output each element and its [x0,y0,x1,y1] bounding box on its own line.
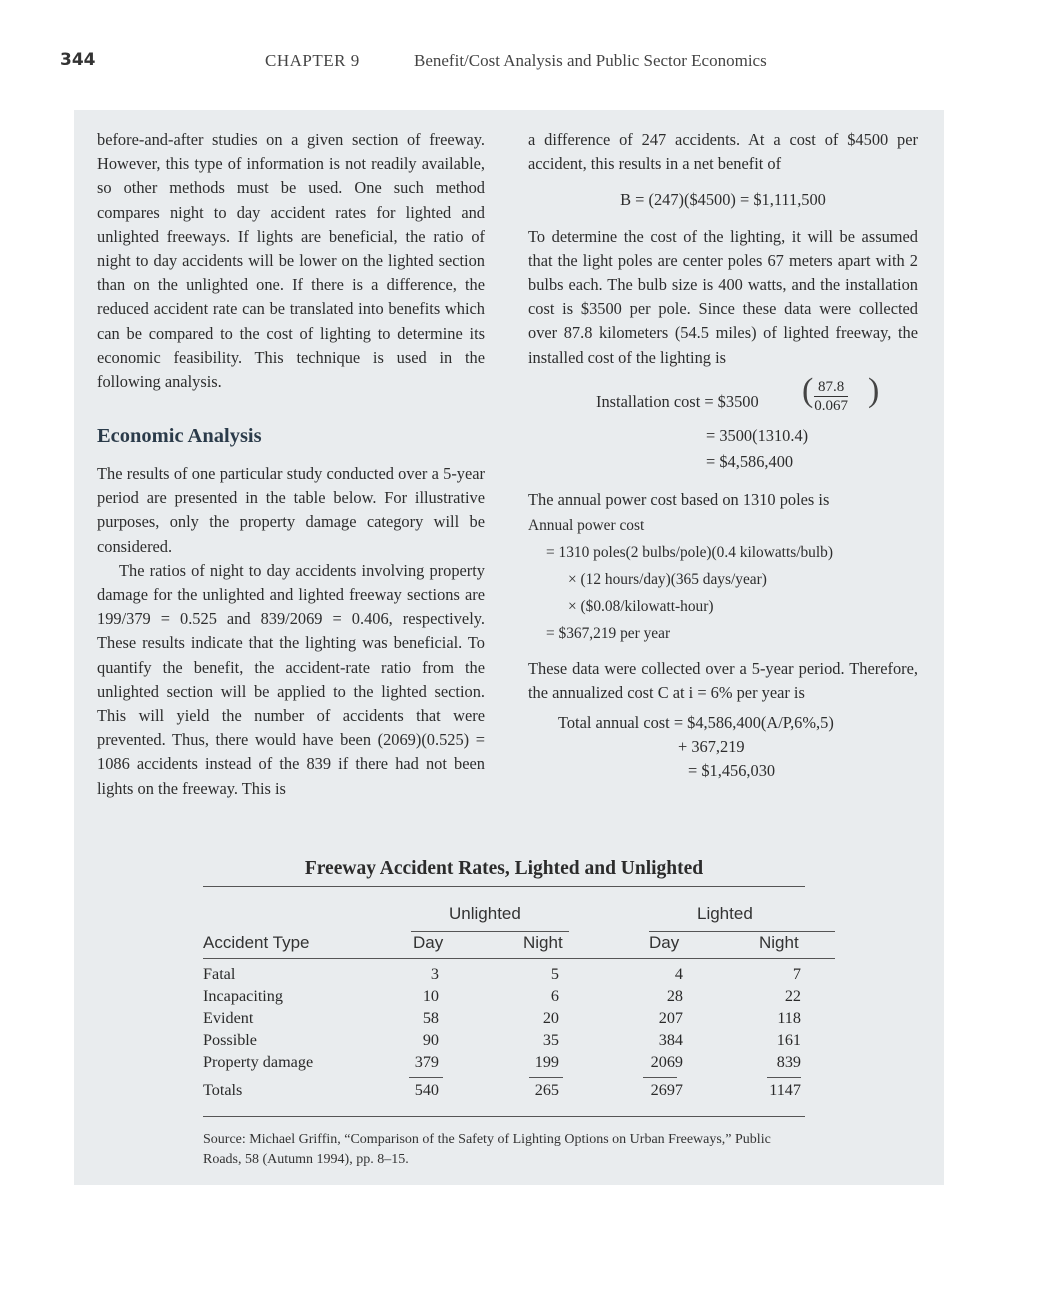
cell-unlighted-night: 35 [542,1031,559,1049]
page-number: 344 [60,50,96,70]
right-column [528,128,918,783]
cell-lighted-night: 839 [776,1053,801,1071]
power-label: Annual power cost [528,517,645,535]
total-rule-lighted-night [767,1077,801,1078]
cell-unlighted-day: 90 [422,1031,439,1049]
row-type: Evident [203,1009,254,1027]
cell-lighted-day: 384 [658,1031,683,1049]
cell-lighted-day: 2069 [650,1053,683,1071]
right-paragraph-4: These data were collected over a 5-year period. Therefore, the annualized cost C at i = 6% per year is [528,659,918,703]
total-rule-lighted-day [643,1077,677,1078]
install-line-3: = $4,586,400 [706,451,794,471]
right-paren: ) [868,371,880,409]
table-row [203,987,805,1009]
install-line-2: = 3500(1310.4) [706,425,809,445]
right-paragraph-1: a difference of 247 accidents. At a cost of $4500 per accident, this results in a net benefit of [528,130,918,174]
table-row [203,1031,805,1053]
row-type: Fatal [203,965,236,983]
table-bottom-rule [203,1116,805,1117]
table-row [203,1009,805,1031]
total-line-2: + 367,219 [678,737,745,757]
left-paragraph-1: before-and-after studies on a given section of freeway. However, this type of information is not readily available, so other methods must be used. One such method compares night to day accident rates for lighted and unlighted freeways. If lights are beneficial, the ratio of night to day accidents will be lower on the lighted section than on the unlighted one. If there is a difference, the reduced accident rate can be translated into benefits which can be compared to the cost of lighting to determine its economic feasibility. This technique is used in the following analysis. [97,130,485,392]
section-heading: Economic Analysis [97,425,262,447]
table-row [203,965,805,987]
running-title: Benefit/Cost Analysis and Public Sector Economics [414,51,767,70]
left-paragraph-3: The ratios of night to day accidents involving property damage for the unlighted and lighted freeway sections are 199/379 = 0.525 and 839/2069 = 0.406, respectively. These results indicate that the lighting was beneficial. To quantify the benefit, the accident-rate ratio from the unlighted section will be applied to the lighted section. This will yield the number of accidents that were prevented. Thus, there would have been (2069)(0.525) = 1086 accidents instead of the 839 if there had not been lights on the freeway. This is [97,560,485,798]
total-line-1: Total annual cost = $4,586,400(A/P,6%,5) [558,713,834,733]
install-label: Installation cost = $3500 [596,391,759,411]
row-type: Incapaciting [203,987,283,1005]
table-source: Source: Michael Griffin, “Comparison of the Safety of Lighting Options on Urban Freeways,” Public Roads, 58 (Autumn 1994), pp. 8–15. [203,1132,771,1167]
group-lighted: Lighted [697,904,753,923]
right-paragraph-3: The annual power cost based on 1310 poles is [528,489,830,509]
left-column-lower [97,462,485,801]
accident-table [203,858,805,1099]
table-row-totals [203,1081,805,1103]
cell-unlighted-day: 379 [414,1053,439,1071]
cell-lighted-day: 207 [658,1009,683,1027]
cell-unlighted-day: 3 [430,965,439,983]
cell-unlighted-night: 6 [550,987,559,1005]
cell-unlighted-night: 5 [550,965,559,983]
install-numerator: 87.8 [814,378,848,397]
total-rule-unlighted-night [529,1077,563,1078]
install-fraction [814,378,848,415]
left-paren: ( [802,371,814,409]
lighted-rule [649,931,835,932]
cell-unlighted-night: 265 [534,1081,559,1099]
total-rule-unlighted-day [409,1077,443,1078]
cell-lighted-day: 4 [674,965,683,983]
power-line-2: × (12 hours/day)(365 days/year) [568,571,767,589]
col-unlighted-night: Night [523,933,563,952]
benefit-equation: B = (247)($4500) = $1,111,500 [620,190,826,210]
power-cost-equation [528,512,918,647]
row-type: Possible [203,1031,257,1049]
row-type: Totals [203,1081,243,1099]
install-denominator: 0.067 [814,397,848,414]
cell-lighted-day: 28 [666,987,683,1005]
cell-lighted-day: 2697 [650,1081,683,1099]
installation-cost-equation [528,370,918,488]
page-header [0,50,1042,80]
left-column [97,128,485,394]
row-type: Property damage [203,1053,314,1071]
cell-lighted-night: 22 [784,987,801,1005]
group-unlighted: Unlighted [449,904,521,923]
total-line-3: = $1,456,030 [688,761,776,781]
left-paragraph-2: The results of one particular study conducted over a 5-year period are presented in the table below. For illustrative purposes, only the property damage category will be considered. [97,464,485,556]
col-unlighted-day: Day [413,933,444,952]
right-paragraph-2: To determine the cost of the lighting, it will be assumed that the light poles are center poles 67 meters apart with 2 bulbs each. The bulb size is 400 watts, and the installation cost is $3500 per pole. Since these data were collected over 87.8 kilometers (54.5 miles) of lighted freeway, the installed cost of the lighting is [528,226,918,367]
chapter-label: CHAPTER 9 [265,51,360,70]
power-line-1: = 1310 poles(2 bulbs/pole)(0.4 kilowatts/bulb) [546,544,833,562]
cell-unlighted-day: 10 [422,987,439,1005]
unlighted-rule [411,931,569,932]
col-lighted-day: Day [649,933,680,952]
cell-unlighted-day: 58 [422,1009,439,1027]
cell-lighted-night: 7 [792,965,801,983]
cell-unlighted-day: 540 [414,1081,439,1099]
table-title: Freeway Accident Rates, Lighted and Unlighted [203,858,805,887]
header-rule [203,958,835,959]
col-accident-type: Accident Type [203,933,310,952]
cell-lighted-night: 161 [776,1031,801,1049]
table-row [203,1053,805,1075]
cell-unlighted-night: 20 [542,1009,559,1027]
power-line-4: = $367,219 per year [546,625,671,643]
total-cost-equation [528,711,918,783]
power-line-3: × ($0.08/kilowatt-hour) [568,598,714,616]
cell-unlighted-night: 199 [534,1053,559,1071]
cell-lighted-night: 1147 [769,1081,801,1099]
col-lighted-night: Night [759,933,799,952]
cell-lighted-night: 118 [777,1009,801,1027]
